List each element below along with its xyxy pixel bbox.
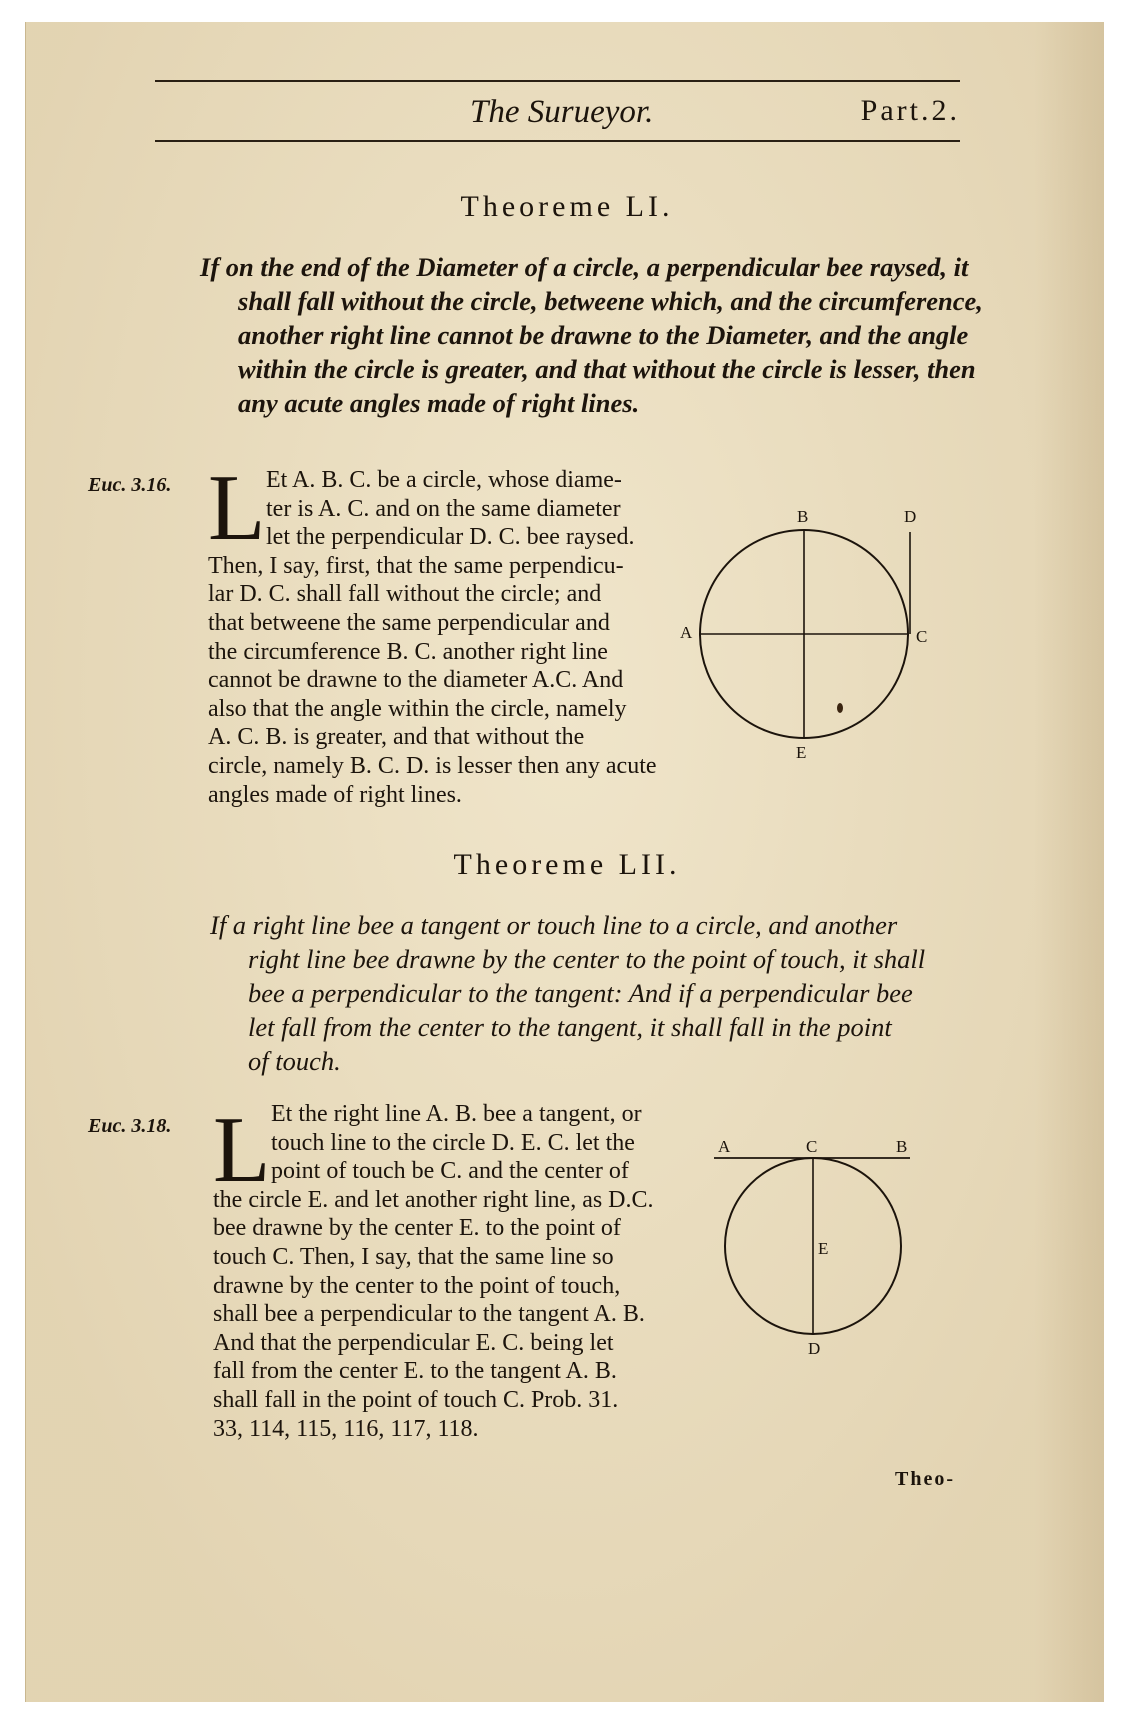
proof-line: point of touch be C. and the center of	[271, 1158, 629, 1185]
label-a: A	[718, 1137, 731, 1156]
label-e: E	[818, 1239, 829, 1258]
proof-line: shall fall in the point of touch C. Prob. 31.	[213, 1386, 619, 1413]
head-rule-bottom	[155, 140, 960, 142]
proof-line: let the perpendicular D. C. bee raysed.	[266, 524, 635, 551]
head-rule-top	[155, 80, 960, 82]
enunciation-line: any acute angles made of right lines.	[238, 388, 640, 418]
proof-line: A. C. B. is greater, and that without the	[208, 724, 585, 751]
proof-line: lar D. C. shall fall without the circle; and	[208, 581, 602, 608]
label-b: B	[896, 1137, 908, 1156]
enunciation-line: right line bee drawne by the center to the point of touch, it shall	[248, 944, 926, 974]
theorem-51-enunciation	[200, 250, 983, 420]
enunciation-line: shall fall without the circle, betweene which, and the circumference,	[238, 286, 983, 316]
label-a: A	[680, 623, 693, 642]
proof-line: Then, I say, first, that the same perpendicu-	[208, 552, 624, 579]
running-head-title: The Surueyor.	[470, 94, 654, 130]
theorem-52-margin-reference: Euc. 3.18.	[88, 1115, 172, 1137]
theorem-51-margin-reference: Euc. 3.16.	[88, 474, 172, 496]
proof-line: drawne by the center to the point of touch,	[213, 1272, 621, 1299]
catchword: Theo-	[895, 1468, 955, 1490]
proof-line: fall from the center E. to the tangent A. B.	[213, 1358, 617, 1385]
proof-line: cannot be drawne to the diameter A.C. And	[208, 667, 624, 694]
theorem-52-drop-cap: L	[213, 1098, 271, 1202]
proof-line: touch line to the circle D. E. C. let the	[271, 1129, 635, 1156]
running-head-part: Part.2.	[860, 94, 960, 127]
proof-line: also that the angle within the circle, namely	[208, 695, 627, 722]
ink-spot	[837, 703, 843, 713]
enunciation-line: within the circle is greater, and that without the circle is lesser, then	[238, 354, 976, 384]
proof-line: shall bee a perpendicular to the tangent A. B.	[213, 1301, 645, 1328]
theorem-51-proof	[208, 466, 657, 809]
enunciation-line: If on the end of the Diameter of a circle, a perpendicular bee raysed, it	[200, 252, 969, 282]
proof-line: touch C. Then, I say, that the same line so	[213, 1243, 614, 1270]
label-e: E	[796, 743, 807, 762]
theorem-51-diagram	[680, 500, 940, 770]
proof-line: bee drawne by the center E. to the point of	[213, 1215, 621, 1242]
proof-line: the circumference B. C. another right line	[208, 638, 608, 665]
running-head	[155, 92, 960, 134]
label-c: C	[916, 627, 928, 646]
proof-line: angles made of right lines.	[208, 781, 462, 808]
label-b: B	[797, 507, 809, 526]
theorem-52-heading: Theoreme LII.	[453, 848, 681, 881]
enunciation-line: bee a perpendicular to the tangent: And if a perpendicular bee	[248, 978, 913, 1008]
theorem-52-enunciation	[210, 908, 925, 1078]
proof-line: ter is A. C. and on the same diameter	[266, 495, 621, 522]
label-d: D	[904, 507, 917, 526]
proof-line: Et A. B. C. be a circle, whose diame-	[266, 467, 622, 493]
theorem-52-proof	[213, 1100, 654, 1443]
enunciation-line: another right line cannot be drawne to the Diameter, and the angle	[238, 320, 969, 350]
label-d: D	[808, 1339, 821, 1358]
enunciation-line: If a right line bee a tangent or touch line to a circle, and another	[210, 910, 898, 940]
label-c: C	[806, 1137, 818, 1156]
proof-line: the circle E. and let another right line, as D.C.	[213, 1186, 654, 1213]
enunciation-line: of touch.	[248, 1046, 341, 1076]
proof-line: circle, namely B. C. D. is lesser then any acute	[208, 752, 657, 779]
enunciation-line: let fall from the center to the tangent, it shall fall in the point	[248, 1012, 892, 1042]
proof-line: that betweene the same perpendicular and	[208, 609, 610, 636]
proof-line: Et the right line A. B. bee a tangent, or	[271, 1101, 642, 1127]
theorem-51-heading: Theoreme LI.	[460, 190, 674, 223]
proof-line: 33, 114, 115, 116, 117, 118.	[213, 1415, 479, 1442]
proof-line: And that the perpendicular E. C. being let	[213, 1329, 614, 1356]
theorem-52-diagram	[710, 1128, 920, 1368]
theorem-51-drop-cap: L	[208, 456, 266, 560]
